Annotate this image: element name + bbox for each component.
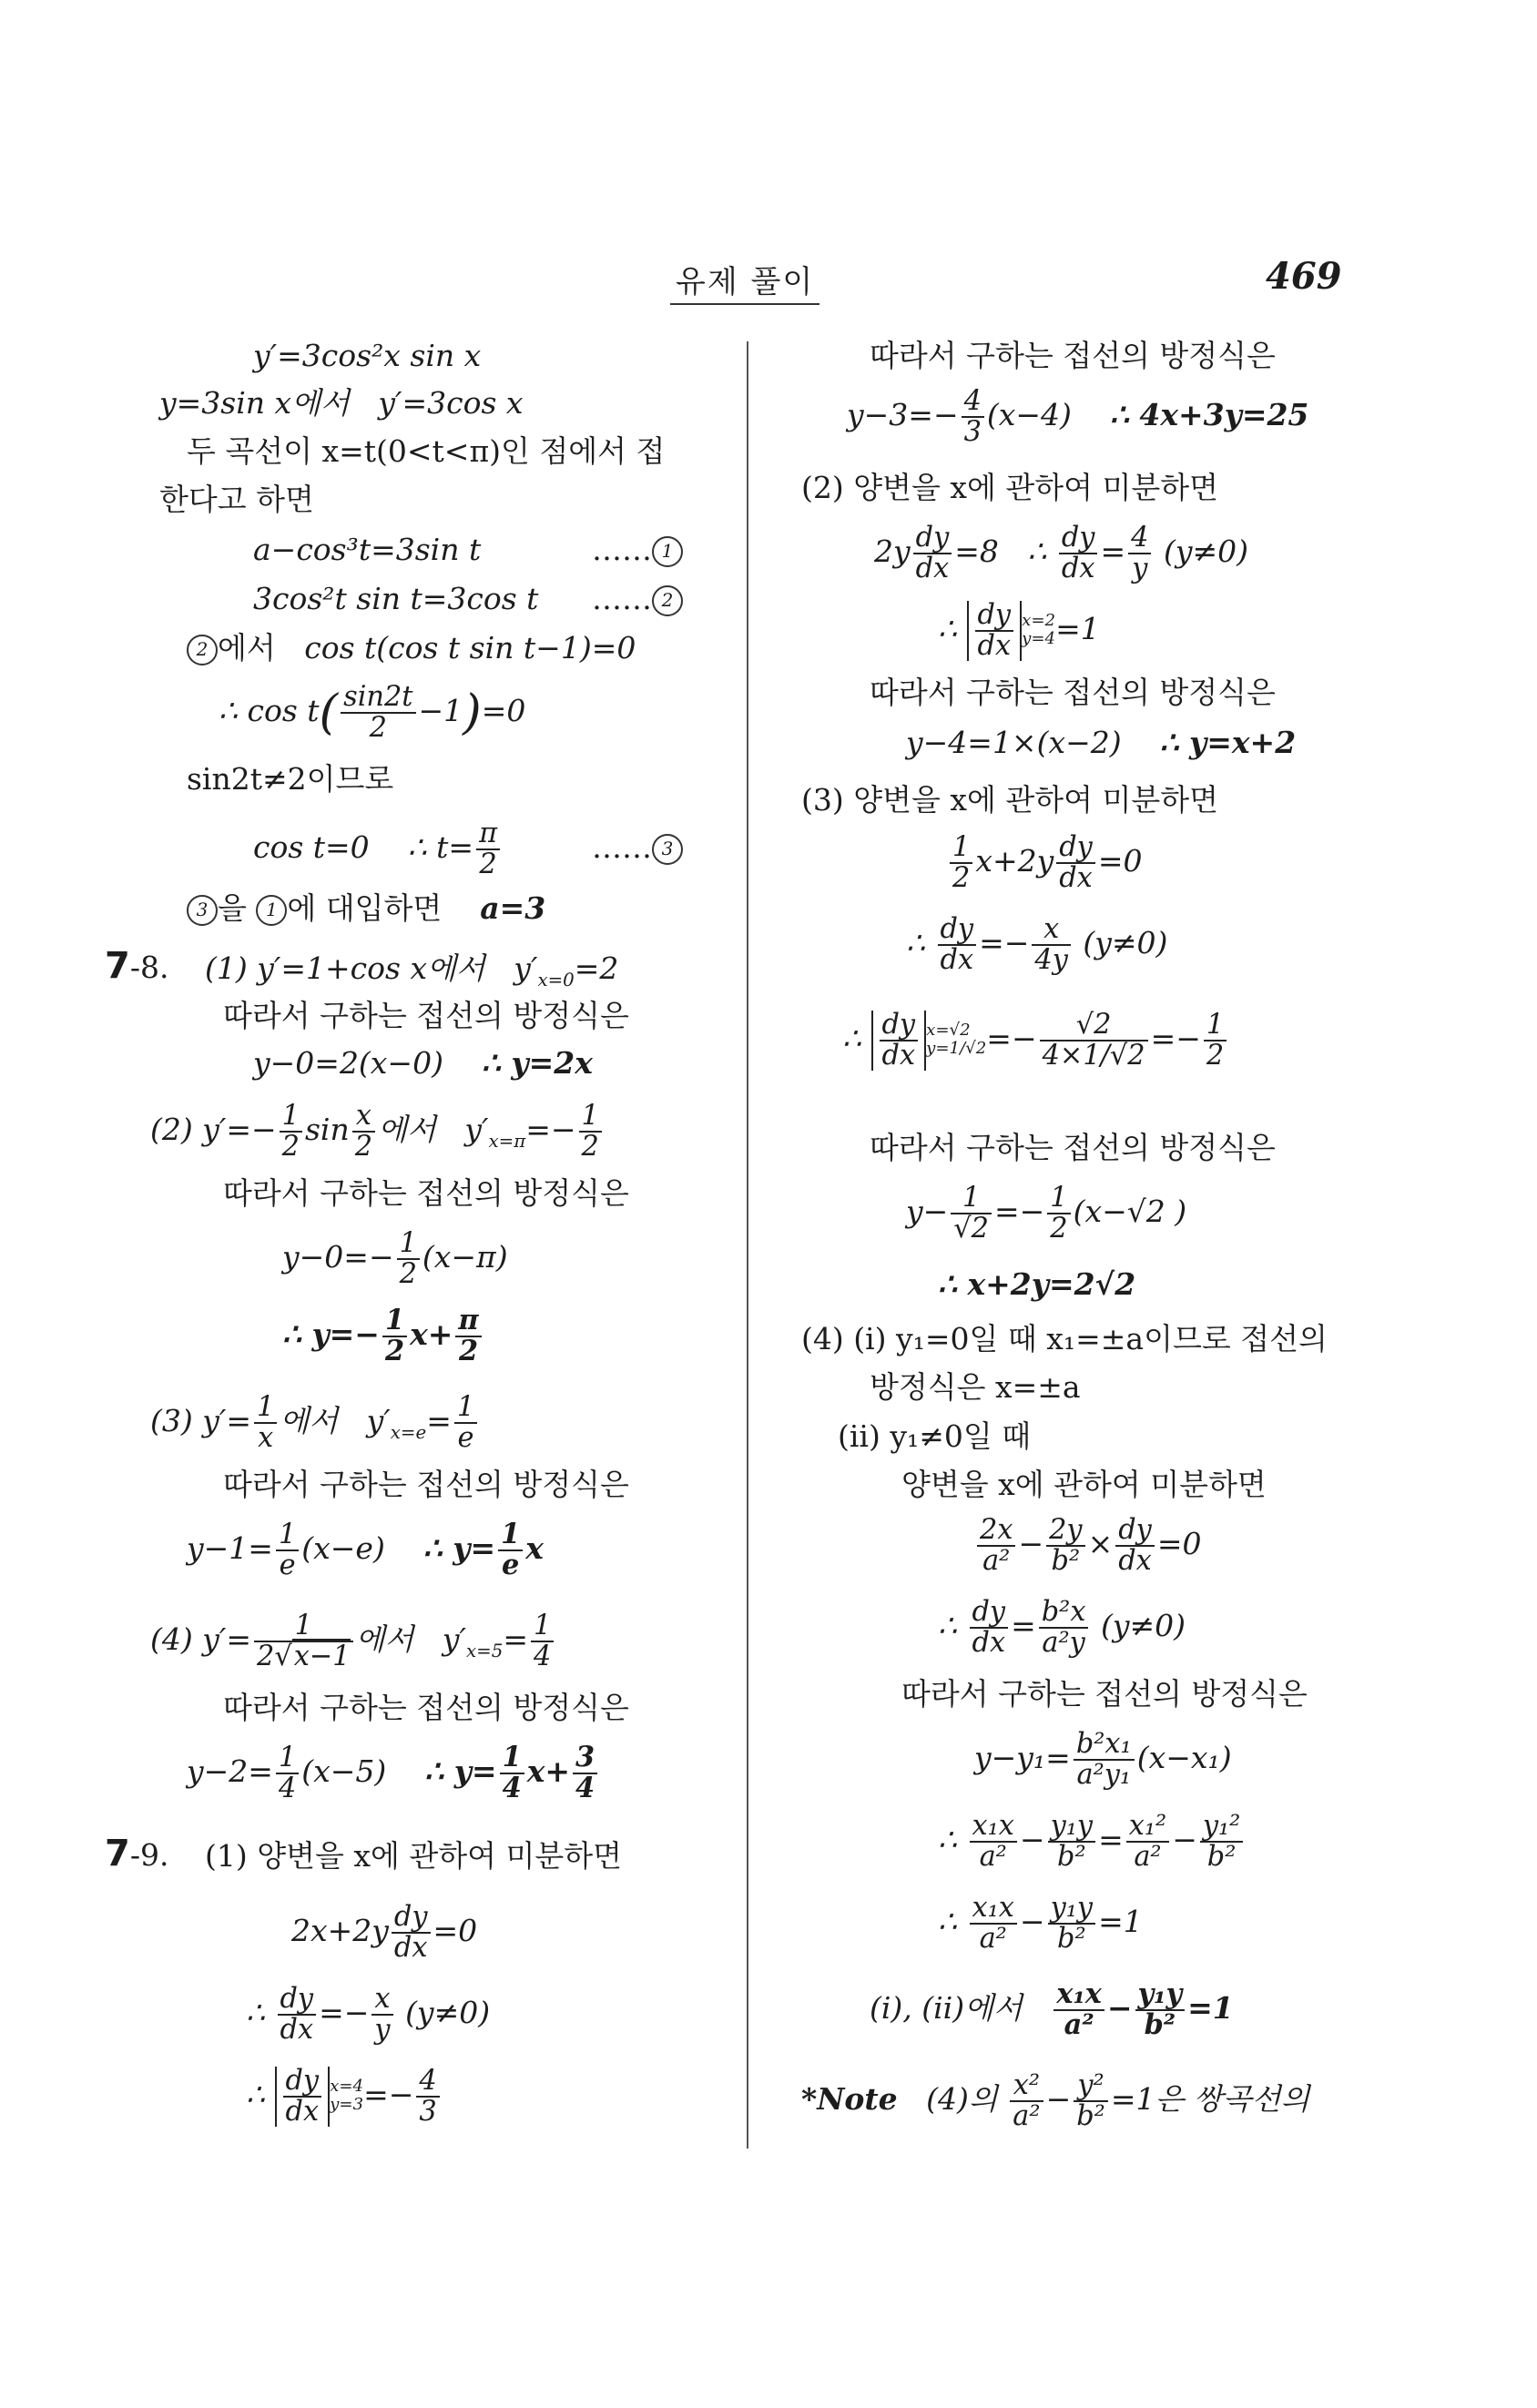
circled-1-icon: 1: [256, 895, 287, 926]
eq-line: y−0=2(x−0) ∴ y=2x: [253, 1045, 593, 1081]
eq-line: (2) y′=− $\frac{1}{2}$ sin $\frac{x}{2}$ 에서 $y'_{x=\pi}=-$ $\frac{1}{2}$: [150, 1102, 605, 1162]
text-line: 따라서 구하는 접선의 방정식은: [223, 1690, 629, 1725]
text-line: (2) 양변을 x에 관하여 미분하면: [801, 470, 1218, 505]
circled-1-icon: 1: [652, 536, 683, 567]
ref-marker: …… 1: [592, 531, 683, 569]
eq-line: $\frac{1}{2}$ x+2y $\frac{dy}{dx}$ =0: [947, 833, 1142, 893]
circled-2-icon: 2: [652, 585, 683, 616]
column-divider: [747, 341, 748, 2149]
eq-line: (1) y′=1+cos x에서 $y'_{x=0}=2$: [205, 950, 619, 991]
section-title: 유제 풀이: [670, 257, 819, 305]
page-number: 469: [1266, 255, 1342, 298]
eq-line: y−0=− $\frac{1}{2}$ (x−π): [282, 1227, 508, 1290]
eq-line: (3) y′= $\frac{1}{x}$ 에서 $y'_{x=e}=$ $\frac{1}{e}$: [150, 1393, 480, 1453]
eq-line: 2 에서 cos t(cos t sin t−1)=0: [187, 629, 636, 667]
text-line: (3) 양변을 x에 관하여 미분하면: [801, 782, 1218, 818]
circled-3-icon: 3: [652, 834, 683, 865]
eq-line: 3 을 1 에 대입하면 a=3: [187, 889, 545, 928]
eq-line: ∴ $\frac{dy}{dx}$ =− $\frac{x}{4y}$ (y≠0): [906, 913, 1168, 976]
text-line: 두 곡선이 x=t(0<t<π)인 점에서 접: [187, 433, 666, 469]
eq-line: y−3=− $\frac{4}{3}$ (x−4) ∴ 4x+3y=25: [847, 385, 1309, 448]
text-line: 따라서 구하는 접선의 방정식은: [870, 1130, 1276, 1165]
eq-line: y−1= $\frac{1}{e}$ (x−e) ∴ y= $\frac{1}{e}$ x: [187, 1518, 544, 1581]
eq-line: ∴ $\frac{dy}{dx}$ x=4 y=3=− $\frac{4}{3}$: [246, 2067, 443, 2127]
text-line: 따라서 구하는 접선의 방정식은: [223, 1467, 629, 1502]
eq-line: y−4=1×(x−2) ∴ y=x+2: [906, 725, 1297, 760]
eq-line: ∴ $\frac{\text{x₁x}}{\text{a²}}$ − $\frac{\text{y₁y}}{\text{b²}}$ = $\frac{\text{x₁²}}{\text{a²}}$ − $\frac{\text{y₁²}}{\text{b²}}$: [938, 1812, 1246, 1872]
eq-line: ∴ $\frac{dy}{dx}$ x=2 y=4=1: [938, 599, 1100, 662]
eq-line: (ⅰ), (ⅱ)에서 $\frac{\text{x₁x}}{\text{a²}}$ − $\frac{\text{y₁y}}{\text{b²}}$ =1: [870, 1977, 1234, 2041]
text-line: (ⅱ) y₁≠0일 때: [838, 1418, 1032, 1454]
problem-number: 7-8.: [105, 945, 169, 987]
circled-2-icon: 2: [187, 635, 218, 666]
text-line: sin2t≠2이므로: [187, 761, 394, 797]
text-line: 따라서 구하는 접선의 방정식은: [223, 998, 629, 1033]
text-line: 양변을 x에 관하여 미분하면: [901, 1467, 1267, 1502]
eq-line: ∴ $\frac{dy}{dx}$ = $\frac{\text{b²x}}{\text{a²y}}$ (y≠0): [938, 1596, 1186, 1659]
text-line: 방정식은 x=±a: [870, 1369, 1081, 1405]
eq-line: 3cos²t sin t=3cos t: [253, 581, 539, 616]
text-line: 한다고 하면: [159, 482, 314, 517]
problem-number: 7-9.: [105, 1833, 169, 1875]
eq-line: ∴ $\frac{dy}{dx}$ x=√2 y=1/√2=− $\frac{√2}{4\times 1/√2}$ =− $\frac{1}{2}$: [842, 1011, 1229, 1071]
eq-line: cos t=0 ∴ t= $\frac{\pi}{2}$: [253, 819, 503, 879]
ref-marker: …… 3: [592, 828, 683, 867]
eq-line: ∴ $\frac{\text{x₁x}}{\text{a²}}$ − $\frac{\text{y₁y}}{\text{b²}}$ =1: [938, 1892, 1143, 1955]
eq-line: y− $\frac{1}{√2}$ =− $\frac{1}{2}$ (x−√2 ): [906, 1182, 1187, 1245]
eq-line: $\frac{2x}{\text{a²}}$ − $\frac{2y}{\text{b²}}$ × $\frac{dy}{dx}$ =0: [974, 1516, 1201, 1576]
text-line: 따라서 구하는 접선의 방정식은: [223, 1175, 629, 1211]
note-line: *Note (4)의 $\frac{\text{x²}}{\text{a²}}$ − $\frac{\text{y²}}{\text{b²}}$ =1은 쌍곡선의: [801, 2069, 1310, 2132]
eq-line: ∴ cos t( $\frac{\sin 2t}{2}$ −1)=0: [219, 681, 526, 744]
eq-line: (4) y′= $\frac{1}{2√x-1}$ 에서 $y'_{x=5}=$ $\frac{1}{4}$: [150, 1611, 556, 1671]
eq-line: a−cos³t=3sin t: [253, 532, 482, 567]
eq-line: y′=3cos²x sin x: [253, 338, 482, 373]
text-line: (4) (ⅰ) y₁=0일 때 x₁=±a이므로 접선의: [801, 1321, 1328, 1356]
eq-line: ∴ $\frac{dy}{dx}$ =− $\frac{x}{y}$ (y≠0): [246, 1983, 491, 2046]
text-line: (1) 양변을 x에 관하여 미분하면: [205, 1838, 622, 1874]
ref-marker: …… 2: [592, 580, 683, 618]
text-line: 따라서 구하는 접선의 방정식은: [901, 1676, 1308, 1712]
eq-line: ∴ y=− $\frac{1}{2}$ x+ $\frac{\pi}{2}$: [282, 1306, 484, 1367]
text-line: 따라서 구하는 접선의 방정식은: [870, 675, 1276, 710]
eq-line: 2y $\frac{dy}{dx}$ =8 ∴ $\frac{dy}{dx}$ = $\frac{4}{y}$ (y≠0): [874, 522, 1248, 584]
circled-3-icon: 3: [187, 895, 218, 926]
eq-line: y−y₁= $\frac{\text{b²x₁}}{\text{a²y₁}}$ (x−x₁): [974, 1728, 1232, 1791]
eq-line: 2x+2y $\frac{dy}{dx}$ =0: [291, 1901, 478, 1964]
eq-line: y=3sin x에서 y′=3cos x: [159, 385, 524, 421]
text-line: 따라서 구하는 접선의 방정식은: [870, 338, 1276, 373]
eq-line: ∴ x+2y=2√2: [938, 1266, 1136, 1302]
eq-line: y−2= $\frac{1}{4}$ (x−5) ∴ y= $\frac{1}{4}$ x+ $\frac{3}{4}$: [187, 1743, 600, 1803]
